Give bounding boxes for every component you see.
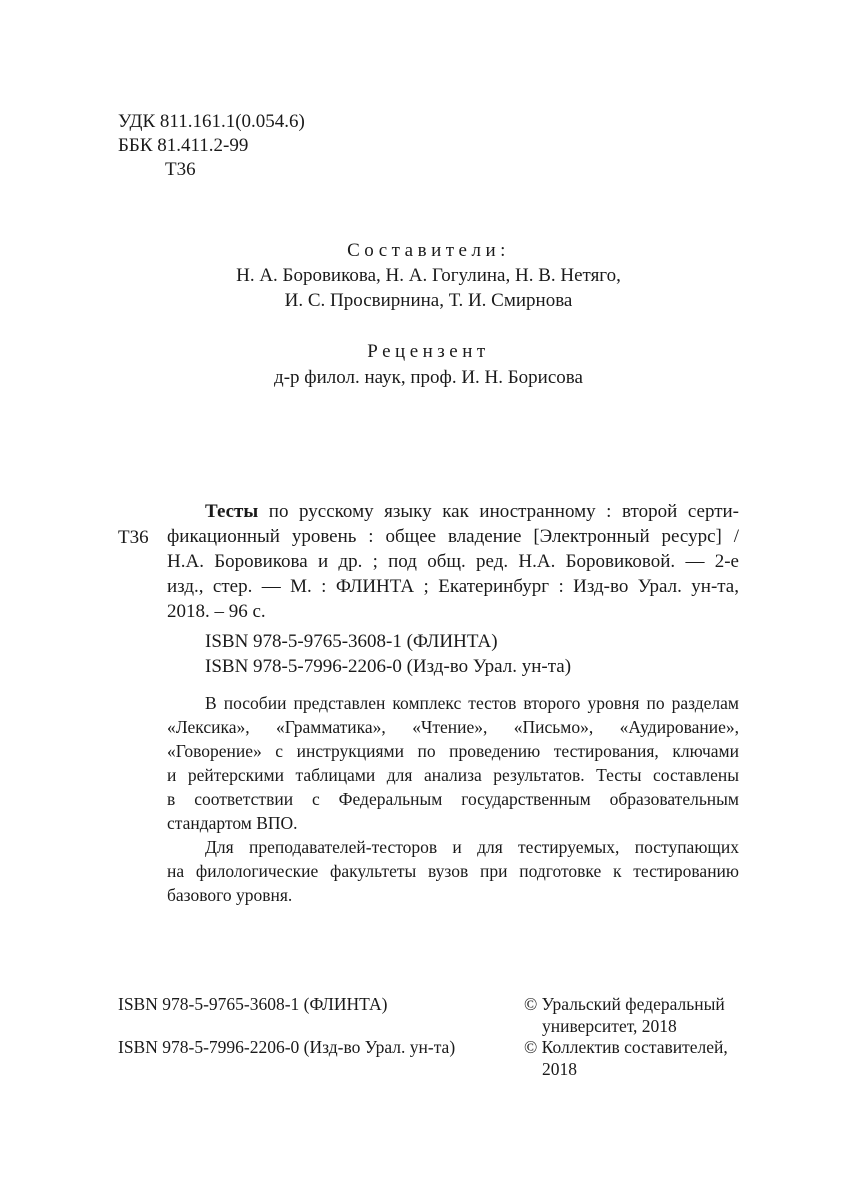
record-title: Тесты — [205, 501, 259, 522]
abstract-p1-line-2: «Лексика», «Грамматика», «Чтение», «Письмо», «Аудирование», — [167, 717, 739, 737]
record-line-3: Н.А. Боровикова и др. ; под общ. ред. Н.А. Боровиковой. — 2-е — [167, 551, 739, 572]
record-line-4: изд., стер. — М. : ФЛИНТА ; Екатеринбург : Изд-во Урал. ун-та, — [167, 576, 739, 597]
abstract-p2-line-1: Для преподавателей-тесторов и для тестируемых, поступающих — [205, 837, 739, 857]
author-mark: Т36 — [165, 159, 196, 180]
abstract-p2-line-3: базового уровня. — [167, 885, 293, 905]
footer-isbn-1: ISBN 978-5-9765-3608-1 (ФЛИНТА) — [118, 994, 388, 1014]
compilers-heading: Составители: — [347, 240, 510, 261]
abstract-p1-line-3: «Говорение» с инструкциями по проведению тестирования, ключами — [167, 741, 739, 761]
record-mark: Т36 — [118, 527, 149, 548]
copyright-university-line-1: © Уральский федеральный — [524, 994, 725, 1014]
record-isbn-1: ISBN 978-5-9765-3608-1 (ФЛИНТА) — [205, 631, 498, 652]
record-line-5: 2018. – 96 с. — [167, 601, 266, 622]
copyright-authors-line-2: 2018 — [542, 1059, 577, 1079]
compilers-line-2: И. С. Просвирнина, Т. И. Смирнова — [284, 290, 573, 311]
reviewer-name: д-р филол. наук, проф. И. Н. Борисова — [274, 367, 583, 388]
abstract-p1-line-5: в соответствии с Федеральным государственным образовательным — [167, 789, 739, 809]
abstract-p1-line-6: стандартом ВПО. — [167, 813, 298, 833]
udk-code: УДК 811.161.1(0.054.6) — [118, 111, 305, 132]
copyright-authors-line-1: © Коллектив составителей, — [524, 1037, 728, 1057]
abstract-p2-line-2: на филологические факультеты вузов при подготовке к тестированию — [167, 861, 739, 881]
abstract-p1-line-4: и рейтерскими таблицами для анализа результатов. Тесты составлены — [167, 765, 739, 785]
reviewer-heading: Рецензент — [367, 341, 490, 362]
record-line-2: фикационный уровень : общее владение [Электронный ресурс] / — [167, 526, 739, 547]
abstract-p1-line-1: В пособии представлен комплекс тестов второго уровня по разделам — [205, 693, 739, 713]
bbk-code: ББК 81.411.2-99 — [118, 135, 249, 156]
record-line-1-rest: по русскому языку как иностранному : второй серти- — [258, 501, 739, 522]
record-line-1 — [205, 500, 739, 524]
record-isbn-2: ISBN 978-5-7996-2206-0 (Изд-во Урал. ун-та) — [205, 656, 572, 677]
footer-isbn-2: ISBN 978-5-7996-2206-0 (Изд-во Урал. ун-та) — [118, 1037, 456, 1057]
copyright-university-line-2: университет, 2018 — [542, 1016, 677, 1036]
compilers-line-1: Н. А. Боровикова, Н. А. Гогулина, Н. В. Нетяго, — [236, 265, 621, 286]
